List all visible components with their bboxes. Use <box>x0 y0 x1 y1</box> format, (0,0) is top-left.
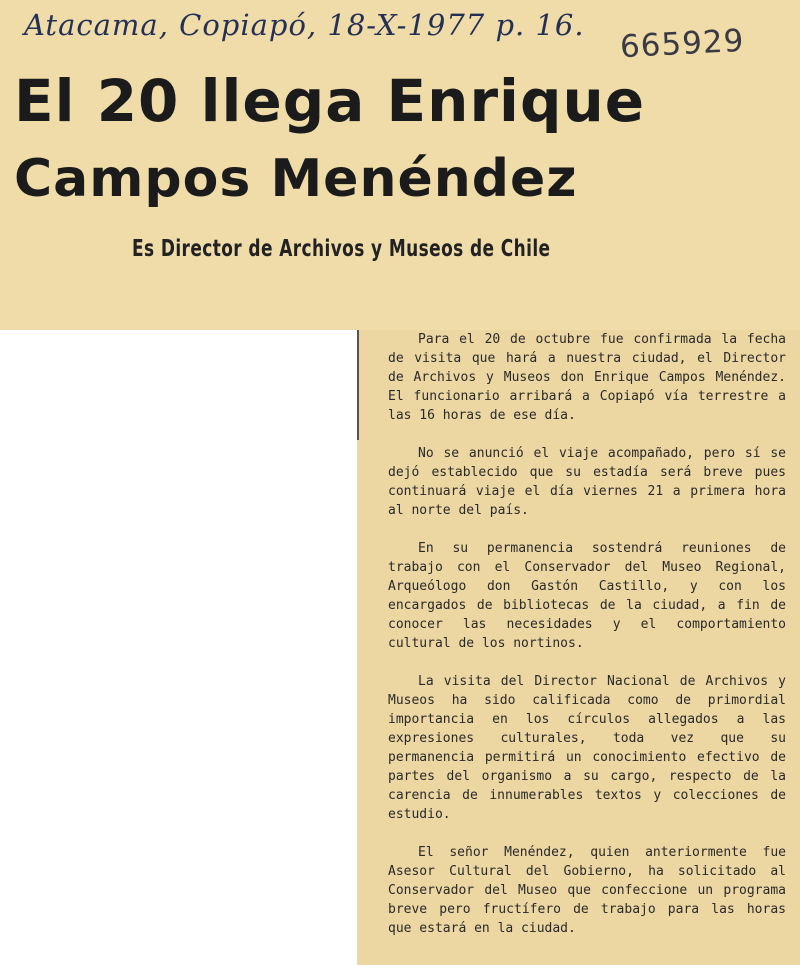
article-paragraph: Para el 20 de octubre fue confirmada la fecha de visita que hará a nuestra ciudad, el Director de Archivos y Museos don Enrique Campos Menéndez. El funcionario arribará a Copiapó vía terrestre a las 16 horas de ese día. <box>388 332 786 423</box>
article-paragraph: No se anunció el viaje acompañado, pero sí se dejó establecido que su estadía será breve pues continuará viaje el día viernes 21 a primera hora al norte del país. <box>388 446 786 518</box>
column-rule <box>357 330 359 440</box>
article-paragraph: La visita del Director Nacional de Archivos y Museos ha sido calificada como de primordial importancia en los círculos allegados a las expresiones culturales, toda vez que su permanencia permitirá un conocimiento efectivo de partes del organismo a su cargo, respecto de la carencia de innumerables textos y colecciones de estudio. <box>388 674 786 822</box>
article-paragraph: El señor Menéndez, quien anteriormente fue Asesor Cultural del Gobierno, ha solicitado al Conservador del Museo que confeccione un programa breve pero fructífero de trabajo para las horas que estará en la ciudad. <box>388 845 786 936</box>
blank-paper-area <box>0 330 357 965</box>
handwritten-source-note: Atacama, Copiapó, 18-X-1977 p. 16. <box>24 8 585 42</box>
article-body <box>388 330 786 957</box>
headline <box>14 62 754 218</box>
handwritten-reference-number: 665929 <box>619 22 746 66</box>
headline-line-1: El 20 llega Enrique <box>14 67 646 135</box>
subheadline: Es Director de Archivos y Museos de Chile <box>132 236 551 262</box>
headline-line-2: Campos Menéndez <box>14 149 578 209</box>
article-paragraph: En su permanencia sostendrá reuniones de trabajo con el Conservador del Museo Regional, Arqueólogo don Gastón Castillo, y con los encargados de bibliotecas de la ciudad, a fin de conocer las necesidades y el comportamiento cultural de los nortinos. <box>388 541 786 651</box>
